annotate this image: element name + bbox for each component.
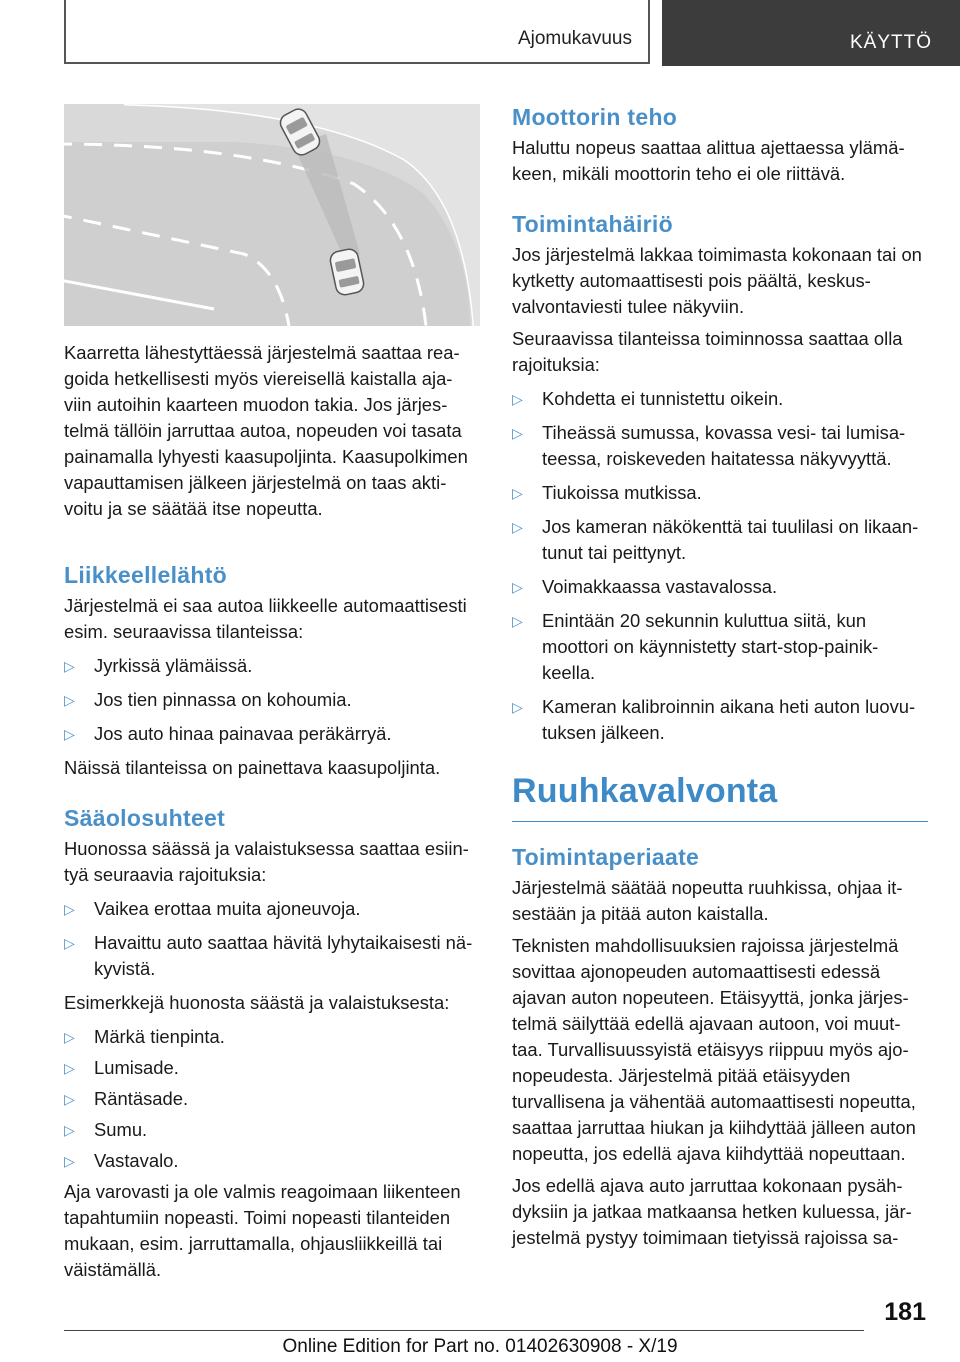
list-item: ▷ Jos tien pinnassa on kohoumia.: [64, 687, 480, 713]
right-column: [512, 104, 928, 1251]
examples-list: [64, 1024, 480, 1174]
saaolosuhteet-list: [64, 896, 480, 982]
header-section-title: Ajomukavuus: [517, 28, 632, 49]
section-rule: [512, 821, 928, 822]
ruuhkavalvonta-p2: Teknisten mahdollisuuksien rajoissa järjestelmä sovittaa ajonopeuden automaattisesti edessä ajavan auton nopeuteen. Etäisyyttä, jonka järjes‐ telmä säilyttää edellä ajavaan autoon, voi muut‐ taa. Turvallisuussyistä etäisyys riippuu myös ajo‐ nopeudesta. Järjestelmä pitää etäisyyden turvallisena ja vähentää automaattisesti nopeutta, saattaa jarruttaa hiukan ja kiihdyttää jälleen auton nopeutta, jos edellä ajava kiihdyttää nopeuttaan.: [512, 935, 916, 1164]
header-chapter-title: KÄYTTÖ: [849, 32, 932, 53]
toimintahairio-text: Jos järjestelmä lakkaa toimimasta kokonaan tai on kytketty automaattisesti pois päältä, keskus‐ valvontaviesti tulee näkyviin.: [512, 244, 922, 317]
list-item: ▷ Voimakkaassa vastavalossa.: [512, 574, 928, 600]
saaolosuhteet-intro: Huonossa säässä ja valaistuksessa saattaa esiin‐ tyä seuraavia rajoituksia:: [64, 838, 469, 885]
ruuhkavalvonta-p3: Jos edellä ajava auto jarruttaa kokonaan pysäh‐ dyksiin ja jatkaa matkaansa hetken kuluessa, jär‐ jestelmä pystyy toimimaan tietyissä rajoissa sa‐: [512, 1175, 912, 1248]
list-item: ▷ Enintään 20 sekunnin kuluttua siitä, kun moottori on käynnistetty start-stop-painik‐ keella.: [512, 610, 879, 683]
list-item: ▷ Lumisade.: [64, 1055, 480, 1081]
triangle-bullet-icon: ▷: [64, 658, 75, 674]
header-section-box: [64, 0, 650, 64]
toimintahairio-intro: Seuraavissa tilanteissa toiminnossa saattaa olla rajoituksia:: [512, 328, 903, 375]
footer-edition-text: Online Edition for Part no. 01402630908 - X/19: [282, 1336, 678, 1357]
triangle-bullet-icon: ▷: [64, 901, 75, 917]
list-item: ▷ Tiheässä sumussa, kovassa vesi- tai lumisa‐ teessa, roiskeveden haitatessa näkyvyyttä.: [512, 422, 906, 469]
triangle-bullet-icon: ▷: [512, 579, 523, 595]
triangle-bullet-icon: ▷: [512, 699, 523, 715]
list-item: ▷ Kameran kalibroinnin aikana heti auton luovu‐ tuksen jälkeen.: [512, 696, 916, 743]
list-item: ▷ Vaikea erottaa muita ajoneuvoja.: [64, 896, 480, 922]
triangle-bullet-icon: ▷: [64, 726, 75, 742]
triangle-bullet-icon: ▷: [64, 935, 75, 951]
saaolosuhteet-outro: Aja varovasti ja ole valmis reagoimaan liikenteen tapahtumiin nopeasti. Toimi nopeasti tilanteiden mukaan, esim. jarruttamalla, ohjausliikkeillä tai väistämällä.: [64, 1181, 461, 1280]
triangle-bullet-icon: ▷: [512, 519, 523, 535]
liikkeellelahto-outro: Näissä tilanteissa on painettava kaasupoljinta.: [64, 757, 441, 778]
triangle-bullet-icon: ▷: [512, 485, 523, 501]
header-chapter-tab: [662, 0, 960, 66]
triangle-bullet-icon: ▷: [64, 1060, 75, 1076]
list-item: ▷ Jyrkissä ylämäissä.: [64, 653, 480, 679]
triangle-bullet-icon: ▷: [64, 1091, 75, 1107]
heading-moottorin-teho: Moottorin teho: [512, 104, 678, 130]
liikkeellelahto-list: [64, 653, 480, 747]
list-item: ▷ Havaittu auto saattaa hävitä lyhytaikaisesti nä‐ kyvistä.: [64, 932, 473, 979]
triangle-bullet-icon: ▷: [64, 692, 75, 708]
road-curve-graphic: [64, 104, 480, 326]
page-number: 181: [884, 1298, 926, 1326]
footer-edition: [0, 1336, 960, 1358]
triangle-bullet-icon: ▷: [512, 425, 523, 441]
toimintahairio-list: [512, 386, 928, 746]
heading-liikkeellelahto: Liikkeellelähtö: [64, 562, 228, 588]
moottorin-teho-text: Haluttu nopeus saattaa alittua ajettaessa ylämä‐ keen, mikäli moottorin teho ei ole riittävä.: [512, 137, 905, 184]
heading-saaolosuhteet: Sääolosuhteet: [64, 805, 226, 831]
triangle-bullet-icon: ▷: [64, 1029, 75, 1045]
triangle-bullet-icon: ▷: [64, 1153, 75, 1169]
list-item: ▷ Vastavalo.: [64, 1148, 480, 1174]
list-item: ▷ Räntäsade.: [64, 1086, 480, 1112]
list-item: ▷ Kohdetta ei tunnistettu oikein.: [512, 386, 928, 412]
triangle-bullet-icon: ▷: [512, 613, 523, 629]
list-item: ▷ Jos kameran näkökenttä tai tuulilasi on likaan‐ tunut tai peittynyt.: [512, 516, 919, 563]
list-item: ▷ Tiukoissa mutkissa.: [512, 480, 928, 506]
triangle-bullet-icon: ▷: [64, 1122, 75, 1138]
heading-ruuhkavalvonta: Ruuhkavalvonta: [512, 772, 778, 810]
ruuhkavalvonta-p1: Järjestelmä säätää nopeutta ruuhkissa, ohjaa it‐ sestään ja pitää auton kaistalla.: [512, 877, 903, 924]
heading-toimintaperiaate: Toimintaperiaate: [512, 844, 700, 870]
examples-intro: Esimerkkejä huonosta säästä ja valaistuksesta:: [64, 992, 450, 1013]
footer-rule: [64, 1330, 864, 1331]
heading-toimintahairio: Toimintahäiriö: [512, 211, 673, 237]
list-item: ▷ Sumu.: [64, 1117, 480, 1143]
list-item: ▷ Märkä tienpinta.: [64, 1024, 480, 1050]
figure-caption: Kaarretta lähestyttäessä järjestelmä saattaa rea‐ goida hetkellisesti myös viereisellä kaistalla aja‐ viin autoihin kaarteen muodon takia. Jos järjes‐ telmä tällöin jarruttaa autoa, nopeuden voi tasata painamalla lyhyesti kaasupoljinta. Kaasupolkimen vapauttamisen jälkeen järjestelmä on taas akti‐ voitu ja se säätää itse nopeutta.: [64, 342, 468, 519]
left-column: [64, 340, 480, 1283]
road-curve-illustration: [64, 104, 480, 326]
liikkeellelahto-intro: Järjestelmä ei saa autoa liikkeelle automaattisesti esim. seuraavissa tilanteissa:: [64, 595, 467, 642]
triangle-bullet-icon: ▷: [512, 391, 523, 407]
list-item: ▷ Jos auto hinaa painavaa peräkärryä.: [64, 721, 480, 747]
